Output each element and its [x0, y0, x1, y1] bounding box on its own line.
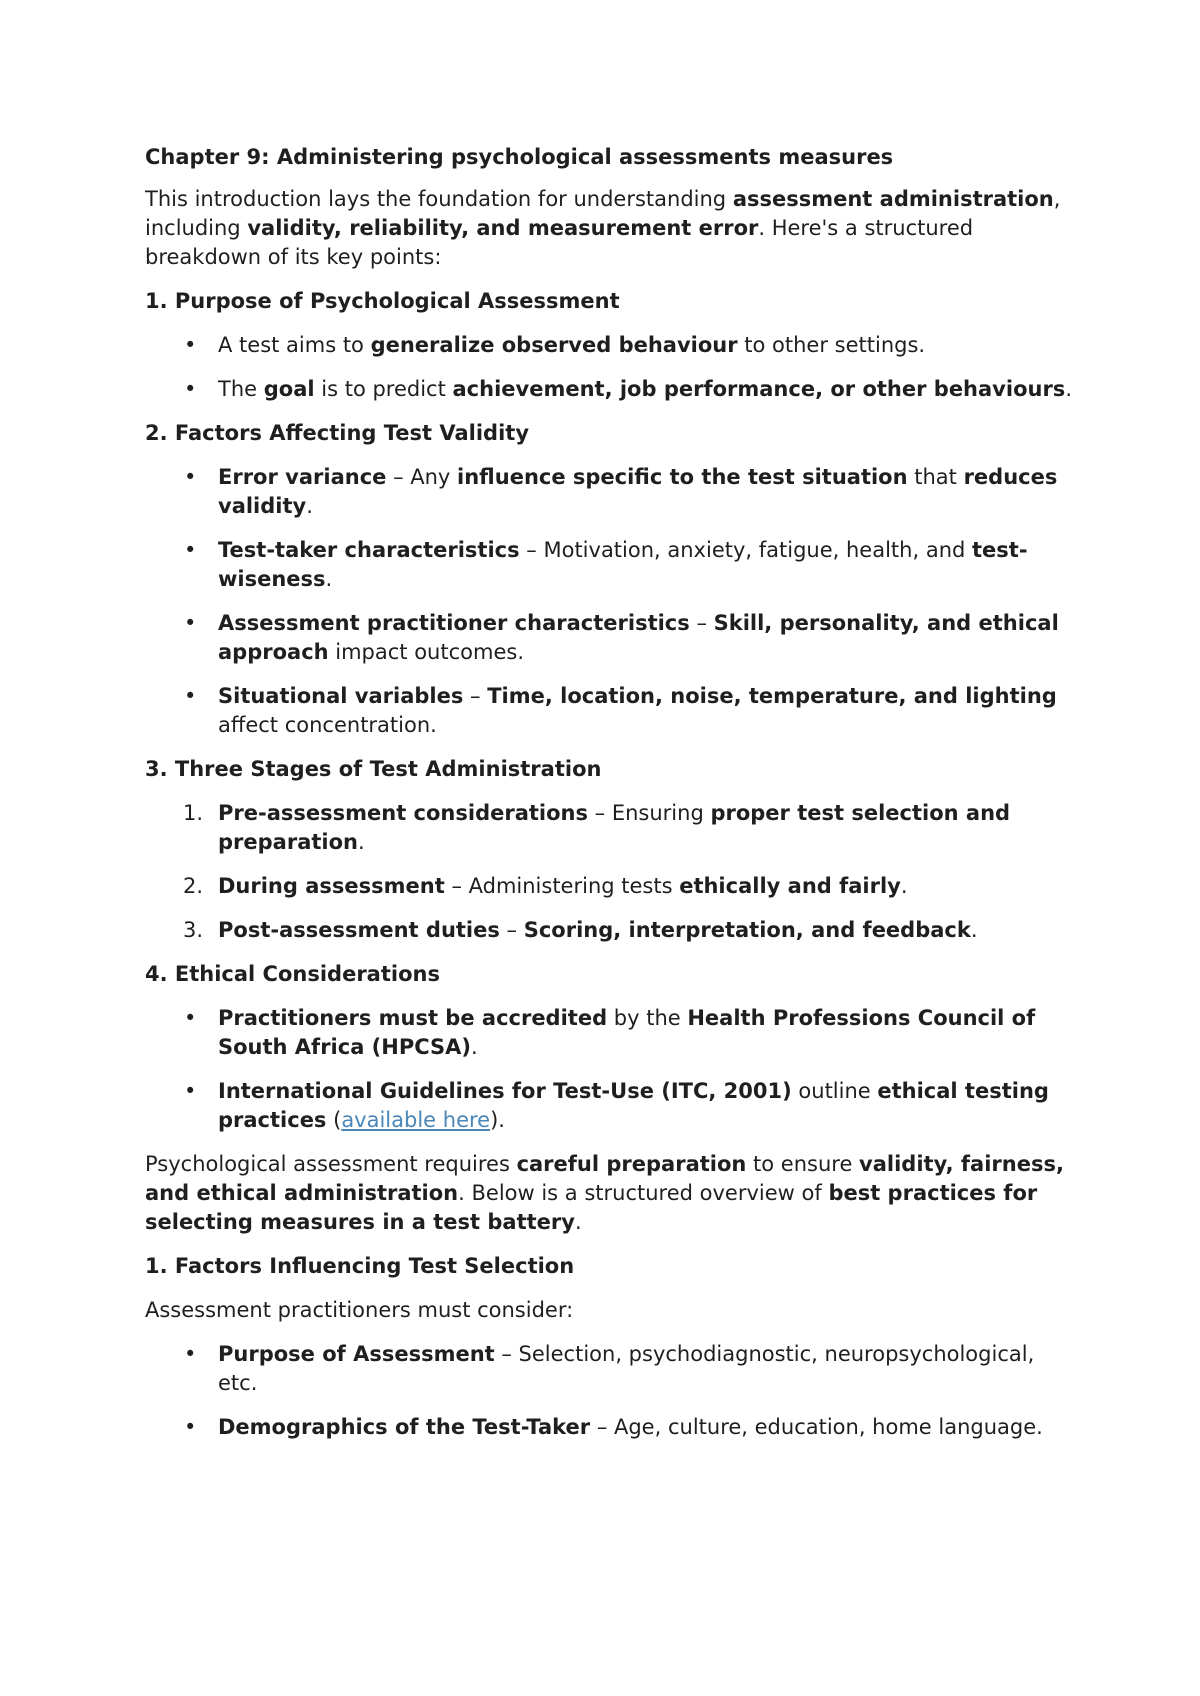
item-bold: Test-taker characteristics: [218, 538, 520, 562]
para-bold: best practices for selecting measures in a test battery: [145, 1181, 1038, 1234]
list-item: [218, 463, 1080, 521]
item-text: ).: [490, 1108, 505, 1132]
item-text: – Administering tests: [444, 874, 680, 898]
item-text: outline: [791, 1079, 878, 1103]
available-here-link[interactable]: available here: [341, 1108, 491, 1132]
item-text: .: [357, 830, 365, 854]
item-bold: generalize observed behaviour: [370, 333, 738, 357]
item-text: –: [499, 918, 524, 942]
item-text: .: [471, 1035, 478, 1059]
intro-paragraph: [145, 185, 1080, 272]
intro-bold: assessment administration: [732, 187, 1054, 211]
item-text: – Any: [386, 465, 458, 489]
item-bold: Health Professions Council of South Africa (HPCSA): [218, 1006, 1036, 1059]
item-bold: ethical testing practices: [218, 1079, 1049, 1132]
list-item: [218, 1413, 1080, 1442]
list-item: [218, 1340, 1080, 1398]
item-text: – Age, culture, education, home language.: [590, 1415, 1043, 1439]
item-text: (: [326, 1108, 342, 1132]
item-bold: Situational variables: [218, 684, 464, 708]
intro-text: . Here's a structured breakdown of its key points:: [145, 216, 974, 269]
intro-text: , including: [145, 187, 1061, 240]
item-bold: Scoring, interpretation, and feedback: [523, 918, 971, 942]
list-item: [183, 872, 1080, 901]
para-bold: validity, fairness, and ethical administration: [145, 1152, 1064, 1205]
item-bold: proper test selection and preparation: [218, 801, 1011, 854]
list-item: [218, 375, 1080, 404]
item-bold: Skill, personality, and ethical approach: [218, 611, 1059, 664]
para-text: to ensure: [746, 1152, 860, 1176]
item-number: 2.: [183, 874, 204, 898]
selection-list: [145, 1340, 1080, 1442]
item-text: .: [900, 874, 908, 898]
para-bold: careful preparation: [516, 1152, 747, 1176]
item-text: .: [325, 567, 333, 591]
item-text: .: [1065, 377, 1072, 401]
item-bold: Practitioners must be accredited: [218, 1006, 608, 1030]
item-text: by the: [607, 1006, 688, 1030]
section-heading-purpose: 1. Purpose of Psychological Assessment: [145, 289, 620, 313]
list-item: [218, 609, 1080, 667]
para-text: . Below is a structured overview of: [458, 1181, 829, 1205]
chapter-title: Chapter 9: Administering psychological assessments measures: [145, 145, 894, 169]
list-item: [218, 536, 1080, 594]
intro-text: This introduction lays the foundation for understanding: [145, 187, 733, 211]
item-bold: test-wiseness: [218, 538, 1028, 591]
item-number: 1.: [183, 801, 204, 825]
item-bold: reduces validity: [218, 465, 1058, 518]
item-bold: Purpose of Assessment: [218, 1342, 495, 1366]
item-bold: Demographics of the Test-Taker: [218, 1415, 591, 1439]
item-bold: Pre-assessment considerations: [218, 801, 588, 825]
overview-paragraph: [145, 1150, 1080, 1237]
item-bold: achievement, job performance, or other behaviours: [452, 377, 1066, 401]
item-text: impact outcomes.: [328, 640, 524, 664]
item-text: –: [689, 611, 714, 635]
item-text: –: [463, 684, 488, 708]
section-heading-selection: 1. Factors Influencing Test Selection: [145, 1254, 575, 1278]
item-text: – Selection, psychodiagnostic, neuropsychological, etc.: [218, 1342, 1035, 1395]
section-heading-stages: 3. Three Stages of Test Administration: [145, 757, 602, 781]
section-heading-ethics: 4. Ethical Considerations: [145, 962, 440, 986]
item-bold: influence specific to the test situation: [457, 465, 908, 489]
item-text: The: [218, 377, 264, 401]
item-bold: ethically and fairly: [679, 874, 901, 898]
item-bold: Time, location, noise, temperature, and lighting: [487, 684, 1057, 708]
item-bold: goal: [263, 377, 315, 401]
para-text: Psychological assessment requires: [145, 1152, 517, 1176]
para-text: .: [574, 1210, 582, 1234]
item-text: – Ensuring: [587, 801, 711, 825]
item-text: – Motivation, anxiety, fatigue, health, and: [519, 538, 973, 562]
item-text: to other settings.: [737, 333, 926, 357]
list-item: [218, 1077, 1080, 1135]
validity-list: [145, 463, 1080, 740]
list-item: [183, 799, 1080, 857]
list-item: [218, 682, 1080, 740]
list-item: [218, 331, 1080, 360]
ethics-list: [145, 1004, 1080, 1135]
intro-bold: validity, reliability, and measurement error: [247, 216, 759, 240]
selection-lead: Assessment practitioners must consider:: [145, 1298, 574, 1322]
item-text: that: [907, 465, 964, 489]
item-text: A test aims to: [218, 333, 371, 357]
item-text: .: [970, 918, 978, 942]
purpose-list: [145, 331, 1080, 404]
item-bold: International Guidelines for Test-Use (ITC, 2001): [218, 1079, 792, 1103]
stages-list: [145, 799, 1080, 945]
section-heading-validity: 2. Factors Affecting Test Validity: [145, 421, 530, 445]
item-text: is to predict: [314, 377, 453, 401]
list-item: [218, 1004, 1080, 1062]
item-bold: During assessment: [218, 874, 445, 898]
item-bold: Assessment practitioner characteristics: [218, 611, 690, 635]
item-bold: Post-assessment duties: [218, 918, 500, 942]
item-text: affect concentration.: [218, 713, 437, 737]
item-bold: Error variance: [218, 465, 387, 489]
item-number: 3.: [183, 918, 204, 942]
item-text: .: [306, 494, 313, 518]
list-item: [183, 916, 1080, 945]
